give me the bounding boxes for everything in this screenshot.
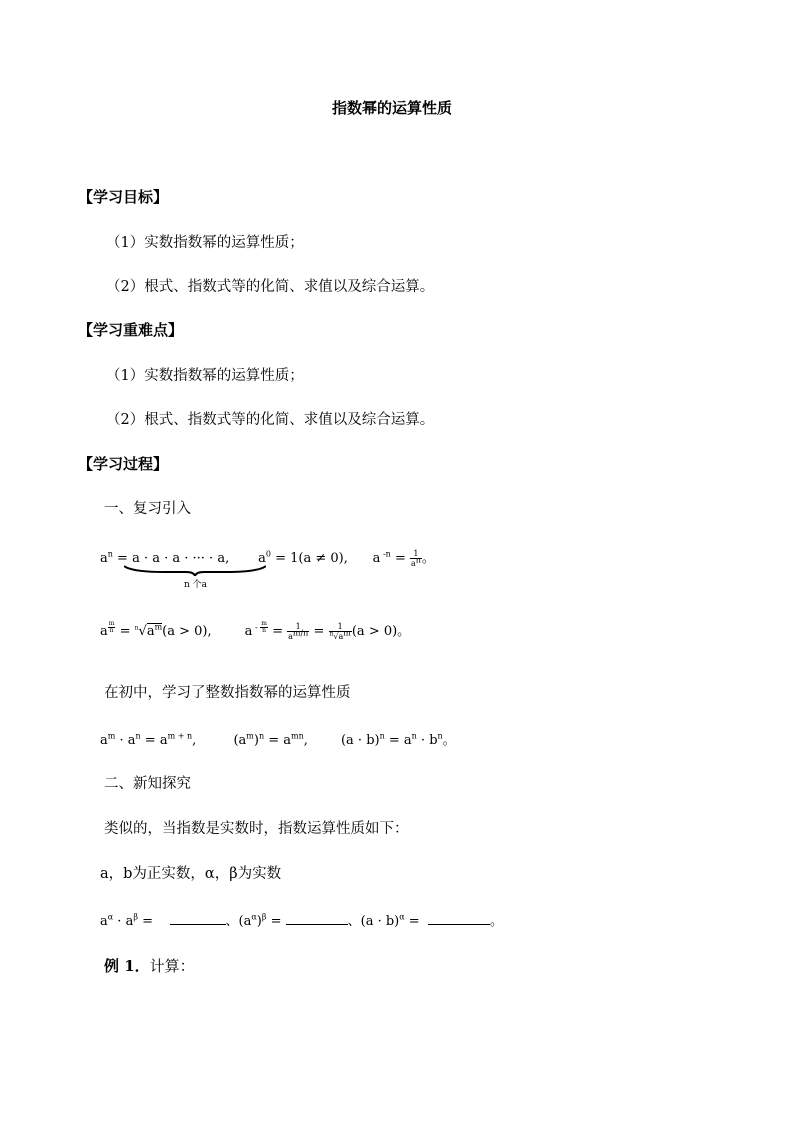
review-heading: 一、复习引入 xyxy=(104,501,191,517)
goals-heading: 【学习目标】 xyxy=(78,188,169,206)
similar-text: 类似的，当指数是实数时，指数运算性质如下： xyxy=(104,821,409,837)
process-heading: 【学习过程】 xyxy=(78,455,169,473)
example-label: 例 1． xyxy=(104,957,150,975)
keypoints-heading: 【学习重难点】 xyxy=(78,321,184,339)
formula-integer-rules: $a^m \cdot a^n = a^{m + n}$, $(a^m)^n = a^{mn}$, $(a \cdot b)^n = a^n \cdot b^n$。 xyxy=(100,731,456,748)
brace-label: n 个a xyxy=(184,580,208,590)
formula-power-definition: $a^n = a \cdot a \cdot a$ · ··· · a, $a^0 = 1(a \ne 0)$, a $^{-n}$ = $\frac{1}{a^n}$ 。 xyxy=(100,549,435,568)
formula-fractional-exponent: a $^{\frac{m}{n}}$ = $^n√a^m(a > 0)$, a $^{- \frac{m}{n}}$ = $\frac{1}{a^{m/n}}$ = $\frac{1}{^n√a^m}$ (a > 0)。 xyxy=(100,620,411,641)
goals-item-2: （2）根式、指数式等的化简、求值以及综合运算。 xyxy=(106,279,435,295)
example-text: 计算： xyxy=(149,957,195,975)
blank-1[interactable] xyxy=(170,912,226,925)
keypoints-item-1: （1）实数指数幂的运算性质； xyxy=(106,368,304,384)
blank-2[interactable] xyxy=(286,912,348,925)
goals-item-1: （1）实数指数幂的运算性质； xyxy=(106,235,304,251)
junior-text: 在初中，学习了整数指数幂的运算性质 xyxy=(104,685,351,701)
underbrace-icon xyxy=(124,564,266,576)
page-title: 指数幂的运算性质 xyxy=(332,99,453,117)
condition-text: a，b为正实数，α，β为实数 xyxy=(100,866,282,882)
blank-3[interactable] xyxy=(428,912,490,925)
new-knowledge-heading: 二、新知探究 xyxy=(104,776,191,792)
keypoints-item-2: （2）根式、指数式等的化简、求值以及综合运算。 xyxy=(106,412,435,428)
formula-real-exponent-blanks: $a^\alpha \cdot a^\beta$ = 、$(a^\alpha)^\beta$ = 、$(a \cdot b)^\alpha$ = 。 xyxy=(100,912,503,929)
example-1 xyxy=(104,955,195,976)
